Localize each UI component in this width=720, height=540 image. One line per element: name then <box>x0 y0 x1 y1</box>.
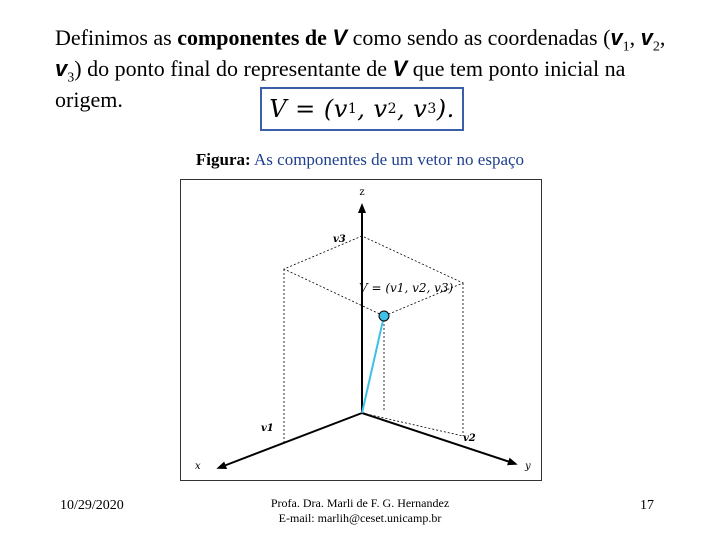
projection-box <box>284 236 463 443</box>
component-symbol: v <box>640 25 653 50</box>
equation-subscript: 1 <box>347 101 358 117</box>
footer-date: 10/29/2020 <box>60 498 124 513</box>
vector-symbol: V <box>332 25 348 50</box>
z-axis-label: z <box>359 187 365 198</box>
equation-text: , v <box>357 95 388 123</box>
vector-v <box>362 316 384 413</box>
subscript: 2 <box>652 39 660 55</box>
x-axis-label: x <box>195 461 201 472</box>
bold-term: componentes de <box>177 25 333 50</box>
equation-subscript: 3 <box>427 101 437 117</box>
vector-endpoint <box>379 311 389 321</box>
vector-components-figure <box>180 179 542 481</box>
equation-text: , v <box>397 95 428 123</box>
axes-diagram <box>181 180 541 480</box>
footer-author <box>230 496 490 526</box>
subscript: 1 <box>622 39 630 55</box>
text: , <box>629 25 641 50</box>
author-name: Profa. Dra. Marli de F. G. Hernandez <box>270 496 450 510</box>
equation-box <box>260 87 464 131</box>
component-symbol: v <box>610 25 623 50</box>
figure-caption <box>0 150 720 170</box>
text: que tem ponto inicial na origem. <box>55 56 626 112</box>
text: Definimos as <box>55 25 178 50</box>
equation-text: ). <box>436 95 455 123</box>
equation-text: V = (v <box>269 95 348 123</box>
caption-text: As componentes de um vetor no espaço <box>250 150 525 169</box>
v3-label: v3 <box>333 234 346 245</box>
v2-label: v2 <box>463 433 476 444</box>
y-axis-label: y <box>525 461 531 472</box>
component-symbol: v <box>55 56 68 81</box>
vector-symbol: V <box>392 56 408 81</box>
v1-label: v1 <box>261 423 274 434</box>
y-axis <box>362 413 513 463</box>
text: como sendo as coordenadas ( <box>347 25 611 50</box>
author-email: E-mail: marlih@ceset.unicamp.br <box>278 511 442 525</box>
page-number: 17 <box>640 498 654 513</box>
text: , <box>659 25 666 50</box>
vector-label: V = (v1, v2, v3) <box>359 281 454 295</box>
equation-subscript: 2 <box>387 101 398 117</box>
caption-label: Figura: <box>195 150 251 169</box>
subscript: 3 <box>67 70 75 86</box>
text: ) do ponto final do representante de <box>74 56 393 81</box>
